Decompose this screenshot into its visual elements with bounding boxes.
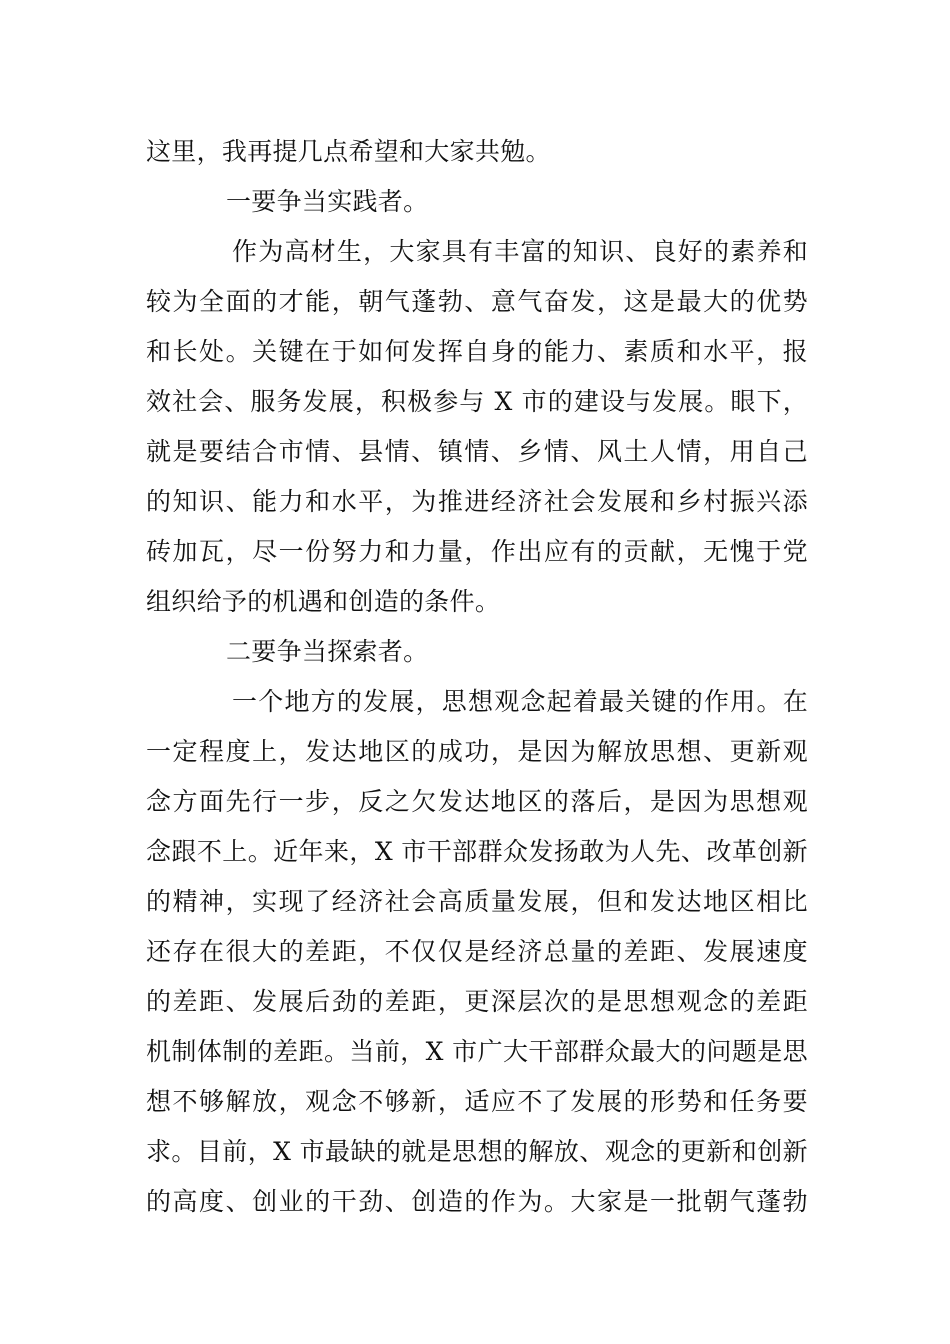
- text-line: 就是要结合市情、县情、镇情、乡情、风土人情，用自己: [146, 437, 808, 466]
- text-line: 的精神，实现了经济社会高质量发展，但和发达地区相比: [146, 887, 808, 916]
- text-line: 的差距、发展后劲的差距，更深层次的是思想观念的差距: [146, 987, 808, 1016]
- text-line: 和长处。关键在于如何发挥自身的能力、素质和水平，报: [146, 337, 808, 366]
- text-line: 机制体制的差距。当前，X 市广大干部群众最大的问题是思: [146, 1037, 808, 1066]
- text-line: 念跟不上。近年来，X 市干部群众发扬敢为人先、改革创新: [146, 837, 808, 866]
- text-line: 砖加瓦，尽一份努力和力量，作出应有的贡献，无愧于党: [146, 537, 808, 566]
- text-line: 想不够解放，观念不够新，适应不了发展的形势和任务要: [146, 1087, 808, 1116]
- text-line: 求。目前，X 市最缺的就是思想的解放、观念的更新和创新: [146, 1137, 808, 1166]
- text-line: 的高度、创业的干劲、创造的作为。大家是一批朝气蓬勃: [146, 1187, 808, 1216]
- section-heading-explorer: 二要争当探索者。: [226, 637, 429, 666]
- section-heading-practitioner: 一要争当实践者。: [226, 187, 429, 216]
- text-line: 一定程度上，发达地区的成功，是因为解放思想、更新观: [146, 737, 808, 766]
- text-line: 这里，我再提几点希望和大家共勉。: [146, 137, 551, 166]
- body-text: [146, 127, 808, 1227]
- text-line: 作为高材生，大家具有丰富的知识、良好的素养和: [232, 237, 808, 266]
- text-line: 念方面先行一步，反之欠发达地区的落后，是因为思想观: [146, 787, 808, 816]
- text-line: 一个地方的发展，思想观念起着最关键的作用。在: [232, 687, 808, 716]
- text-line: 组织给予的机遇和创造的条件。: [146, 587, 501, 616]
- text-line: 较为全面的才能，朝气蓬勃、意气奋发，这是最大的优势: [146, 287, 808, 316]
- text-line: 还存在很大的差距，不仅仅是经济总量的差距、发展速度: [146, 937, 808, 966]
- text-line: 的知识、能力和水平，为推进经济社会发展和乡村振兴添: [146, 487, 808, 516]
- text-line: 效社会、服务发展，积极参与 X 市的建设与发展。眼下，: [146, 387, 808, 416]
